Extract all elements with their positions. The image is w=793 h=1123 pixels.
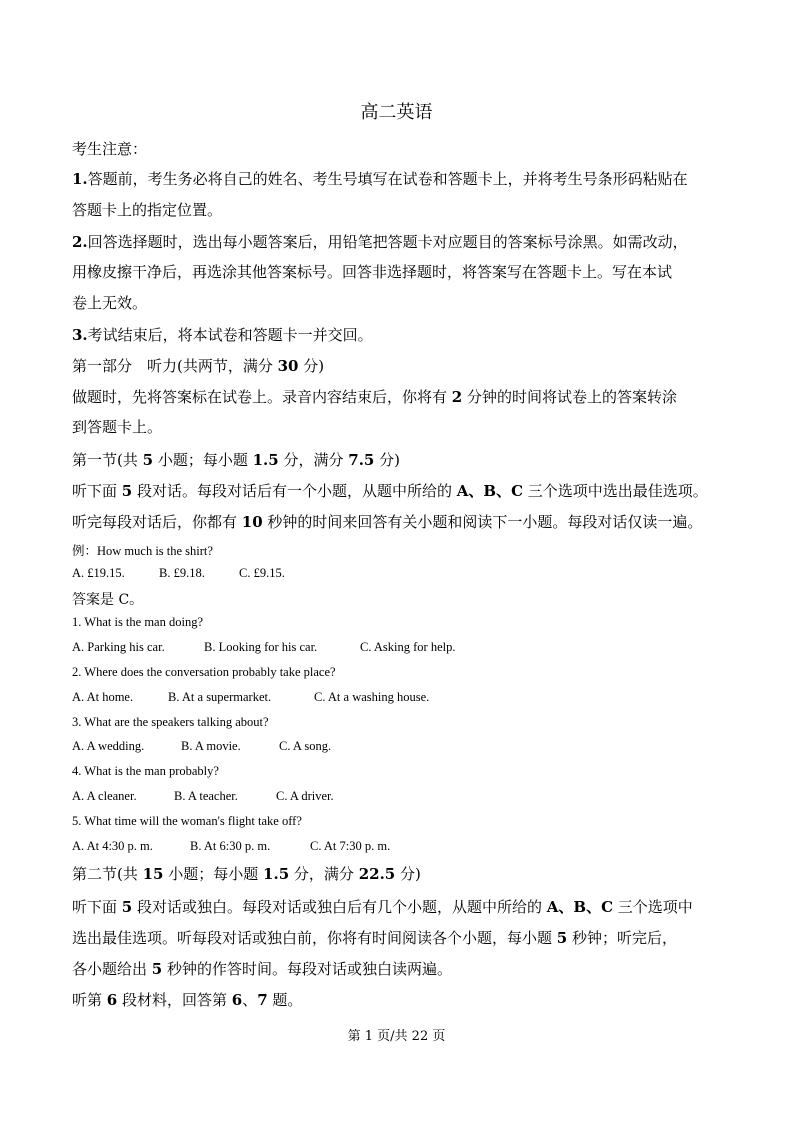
section-1-instruction-line-2: 听完每段对话后，你都有 10 秒钟的时间来回答有关小题和阅读下一小题。每段对话仅读一遍。 (72, 513, 703, 531)
example-options (72, 566, 285, 581)
question-3: 3. What are the speakers talking about? (72, 715, 269, 729)
section-2-instruction-line-1: 听下面 5 段对话或独白。每段对话或独白后有几个小题，从题中所给的 A、B、C 三个选项中 (72, 898, 693, 916)
part-1-intro-line-1: 做题时，先将答案标在试卷上。录音内容结束后，你将有 2 分钟的时间将试卷上的答案转涂 (72, 388, 677, 406)
question-1-option-c: C. Asking for help. (360, 640, 456, 654)
question-3-option-b: B. A movie. (181, 739, 241, 753)
question-2-option-c: C. At a washing house. (314, 690, 430, 704)
question-5-option-b: B. At 6:30 p. m. (190, 839, 271, 853)
section-1-heading: 第一节(共 5 小题；每小题 1.5 分，满分 7.5 分) (72, 451, 400, 469)
question-2-options (72, 690, 429, 705)
question-4: 4. What is the man probably? (72, 764, 219, 778)
notice-item-3: 3.考试结束后，将本试卷和答题卡一并交回。 (72, 326, 373, 344)
example-option-b: B. £9.18. (159, 566, 205, 580)
example-question: 例：How much is the shirt? (72, 544, 213, 558)
section-2-heading: 第二节(共 15 小题；每小题 1.5 分，满分 22.5 分) (72, 865, 421, 883)
question-4-option-a: A. A cleaner. (72, 789, 137, 803)
notice-item-2-line-3: 卷上无效。 (72, 294, 148, 312)
notice-item-2-line-1: 2.回答选择题时，选出每小题答案后，用铅笔把答题卡对应题目的答案标号涂黑。如需改动， (72, 233, 688, 251)
question-4-option-b: B. A teacher. (174, 789, 238, 803)
section-2-instruction-line-3: 各小题给出 5 秒钟的作答时间。每段对话或独白读两遍。 (72, 960, 452, 978)
page-footer: 第 1 页/共 22 页 (347, 1029, 446, 1044)
example-option-a: A. £19.15. (72, 566, 125, 580)
question-2-option-a: A. At home. (72, 690, 134, 704)
example-answer: 答案是 C。 (72, 592, 144, 608)
question-5-option-a: A. At 4:30 p. m. (72, 839, 153, 853)
question-3-option-c: C. A song. (279, 739, 332, 753)
part-1-intro-line-2: 到答题卡上。 (72, 418, 163, 436)
question-3-options (72, 739, 331, 754)
question-5-options (72, 839, 390, 854)
section-2-instruction-line-2: 选出最佳选项。听每段对话或独白前，你将有时间阅读各个小题，每小题 5 秒钟；听完后， (72, 929, 677, 947)
question-5-option-c: C. At 7:30 p. m. (310, 839, 391, 853)
question-1: 1. What is the man doing? (72, 615, 203, 629)
question-4-option-c: C. A driver. (276, 789, 334, 803)
notice-heading: 考生注意： (72, 140, 148, 158)
question-2-option-b: B. At a supermarket. (168, 690, 272, 704)
notice-item-2-line-2: 用橡皮擦干净后，再选涂其他答案标号。回答非选择题时，将答案写在答题卡上。写在本试 (72, 263, 673, 281)
notice-item-1-line-1: 1.答题前，考生务必将自己的姓名、考生号填写在试卷和答题卡上，并将考生号条形码粘贴在 (72, 170, 688, 188)
question-1-option-a: A. Parking his car. (72, 640, 165, 654)
question-1-option-b: B. Looking for his car. (204, 640, 318, 654)
notice-item-1-line-2: 答题卡上的指定位置。 (72, 201, 223, 219)
material-6-instruction: 听第 6 段材料，回答第 6、7 题。 (72, 991, 303, 1009)
page-title: 高二英语 (360, 102, 433, 123)
part-1-heading: 第一部分 听力(共两节，满分 30 分) (72, 357, 325, 375)
question-3-option-a: A. A wedding. (72, 739, 145, 753)
question-1-options (72, 640, 455, 655)
question-4-options (72, 789, 334, 804)
question-2: 2. Where does the conversation probably take place? (72, 665, 336, 679)
section-1-instruction-line-1: 听下面 5 段对话。每段对话后有一个小题，从题中所给的 A、B、C 三个选项中选出最佳选项。 (72, 482, 708, 500)
example-option-c: C. £9.15. (239, 566, 285, 580)
question-5: 5. What time will the woman's flight take off? (72, 814, 302, 828)
